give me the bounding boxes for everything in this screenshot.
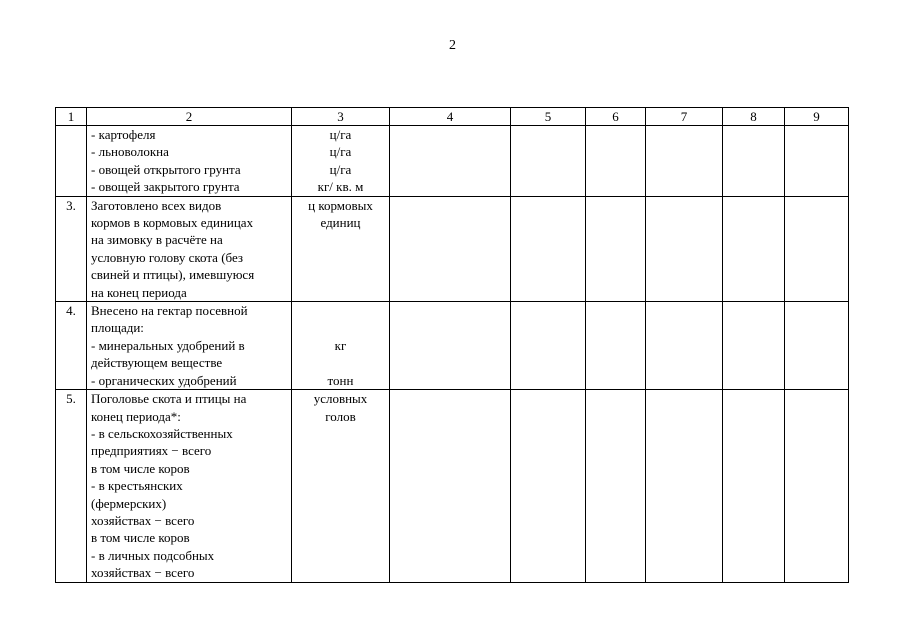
unit-line: ц/га (329, 144, 352, 160)
column-header: 2 (87, 108, 292, 126)
unit-line: кг (334, 337, 347, 353)
empty-cell (511, 390, 586, 582)
description-line: в том числе коров (91, 460, 190, 476)
row-description (87, 302, 292, 390)
column-header: 3 (292, 108, 390, 126)
empty-cell (723, 126, 785, 197)
description-line: Заготовлено всех видов (91, 197, 222, 213)
unit-line (296, 319, 385, 336)
column-number-row (56, 108, 849, 126)
row-description (87, 126, 292, 197)
report-table (55, 107, 849, 583)
unit-line (296, 302, 385, 319)
empty-cell (785, 302, 849, 390)
empty-cell (646, 196, 723, 301)
unit-line: тонн (327, 372, 354, 388)
description-line: - в крестьянских (91, 478, 183, 494)
description-line: - в сельскохозяйственных (91, 425, 233, 441)
empty-cell (646, 126, 723, 197)
description-line: свиней и птицы), имевшуюся (91, 267, 255, 283)
description-line: на зимовку в расчёте на (91, 232, 223, 248)
row-description (87, 390, 292, 582)
row-description (87, 196, 292, 301)
column-header: 7 (646, 108, 723, 126)
row-unit (292, 126, 390, 197)
description-line: площади: (91, 320, 144, 336)
description-line: конец периода*: (91, 408, 181, 424)
unit-line: условных (313, 391, 368, 407)
empty-cell (586, 390, 646, 582)
description-line: в том числе коров (91, 530, 190, 546)
column-header: 4 (390, 108, 511, 126)
empty-cell (511, 302, 586, 390)
empty-cell (785, 196, 849, 301)
empty-cell (390, 196, 511, 301)
empty-cell (511, 126, 586, 197)
unit-line: кг/ кв. м (317, 179, 364, 195)
description-line: - органических удобрений (91, 372, 237, 388)
column-header: 5 (511, 108, 586, 126)
row-unit (292, 390, 390, 582)
description-line: действующем веществе (91, 355, 223, 371)
unit-line: ц кормовых (308, 197, 373, 213)
unit-line: голов (325, 408, 356, 424)
description-line: - картофеля (91, 127, 156, 142)
empty-cell (586, 126, 646, 197)
description-line: (фермерских) (91, 495, 167, 511)
empty-cell (723, 390, 785, 582)
empty-cell (390, 126, 511, 197)
description-line: - в личных подсобных (91, 547, 215, 563)
empty-cell (511, 196, 586, 301)
row-unit (292, 302, 390, 390)
table-row (56, 390, 849, 582)
empty-cell (785, 390, 849, 582)
description-line: хозяйствах − всего (91, 565, 195, 581)
description-line: на конец периода (91, 284, 187, 300)
row-number: 3. (56, 196, 87, 301)
unit-line: ц/га (329, 161, 352, 177)
description-line: - овощей открытого грунта (91, 161, 241, 177)
column-header: 8 (723, 108, 785, 126)
description-line: Внесено на гектар посевной (91, 303, 248, 319)
unit-line: единиц (320, 215, 361, 231)
description-line: - льноволокна (91, 144, 169, 160)
row-number: 4. (56, 302, 87, 390)
unit-line: ц/га (329, 127, 352, 142)
page-number: 2 (449, 38, 456, 53)
empty-cell (390, 302, 511, 390)
description-line: - минеральных удобрений в (91, 337, 245, 353)
unit-line (296, 354, 385, 371)
empty-cell (723, 302, 785, 390)
column-header: 9 (785, 108, 849, 126)
column-header: 6 (586, 108, 646, 126)
empty-cell (646, 390, 723, 582)
description-line: условную голову скота (без (91, 249, 244, 265)
description-line: Поголовье скота и птицы на (91, 391, 247, 407)
description-line: - овощей закрытого грунта (91, 179, 240, 195)
row-unit (292, 196, 390, 301)
empty-cell (723, 196, 785, 301)
table-row (56, 302, 849, 390)
description-line: предприятиях − всего (91, 443, 212, 459)
empty-cell (646, 302, 723, 390)
description-line: кормов в кормовых единицах (91, 215, 254, 231)
table-row (56, 126, 849, 197)
empty-cell (586, 196, 646, 301)
row-number (56, 126, 87, 197)
empty-cell (390, 390, 511, 582)
description-line: хозяйствах − всего (91, 512, 195, 528)
row-number: 5. (56, 390, 87, 582)
empty-cell (586, 302, 646, 390)
empty-cell (785, 126, 849, 197)
table-row (56, 196, 849, 301)
column-header: 1 (56, 108, 87, 126)
